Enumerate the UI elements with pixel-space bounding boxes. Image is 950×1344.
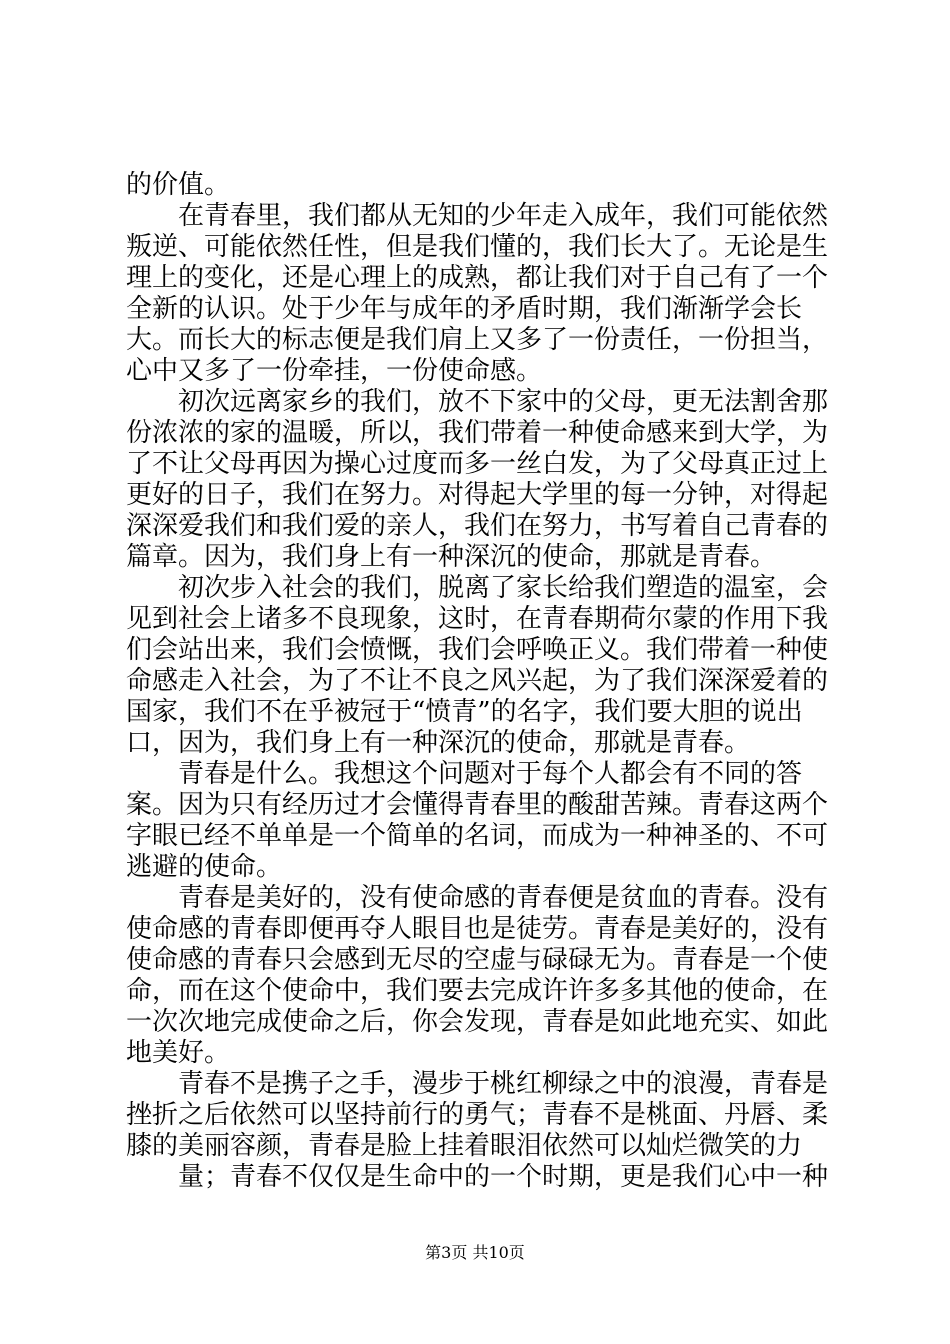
page-number-footer: 第3页 共10页 (425, 1243, 525, 1262)
paragraph: 在青春里，我们都从无知的少年走入成年，我们可能依然叛逆、可能依然任性，但是我们懂的，我们长大了。无论是生理上的变化，还是心理上的成熟，都让我们对于自己有了一个全新的认识。处于少年与成年的矛盾时期，我们渐渐学会长大。而长大的标志便是我们肩上又多了一份责任，一份担当，心中又多了一份牵挂，一份使命感。 (126, 201, 829, 386)
paragraph: 初次步入社会的我们，脱离了家长给我们塑造的温室，会见到社会上诸多不良现象，这时，在青春期荷尔蒙的作用下我们会站出来，我们会愤慨，我们会呼唤正义。我们带着一种使命感走入社会，为了不让不良之风兴起，为了我们深深爱着的国家，我们不在乎被冠于“愤青”的名字，我们要大胆的说出口，因为，我们身上有一种深沉的使命，那就是青春。 (126, 573, 829, 758)
paragraph: 青春是什么。我想这个问题对于每个人都会有不同的答案。因为只有经历过才会懂得青春里的酸甜苦辣。青春这两个字眼已经不单单是一个简单的名词，而成为一种神圣的、不可逃避的使命。 (126, 759, 829, 882)
document-body (126, 170, 836, 1193)
paragraph: 初次远离家乡的我们，放不下家中的父母，更无法割舍那份浓浓的家的温暖，所以，我们带着一种使命感来到大学，为了不让父母再因为操心过度而多一丝白发，为了父母真正过上更好的日子，我们在努力。对得起大学里的每一分钟，对得起深深爱我们和我们爱的亲人，我们在努力，书写着自己青春的篇章。因为，我们身上有一种深沉的使命，那就是青春。 (126, 387, 829, 572)
paragraph: 青春不是携子之手，漫步于桃红柳绿之中的浪漫，青春是挫折之后依然可以坚持前行的勇气；青春不是桃面、丹唇、柔膝的美丽容颜，青春是脸上挂着眼泪依然可以灿烂微笑的力 (126, 1069, 829, 1161)
paragraph: 的价值。 (126, 170, 231, 200)
paragraph: 青春是美好的，没有使命感的青春便是贫血的青春。没有使命感的青春即便再夺人眼目也是徒劳。青春是美好的，没有使命感的青春只会感到无尽的空虚与碌碌无为。青春是一个使命，而在这个使命中，我们要去完成许许多多其他的使命，在一次次地完成使命之后，你会发现，青春是如此地充实、如此地美好。 (126, 883, 829, 1068)
paragraph: 量；青春不仅仅是生命中的一个时期，更是我们心中一种 (126, 1162, 829, 1192)
